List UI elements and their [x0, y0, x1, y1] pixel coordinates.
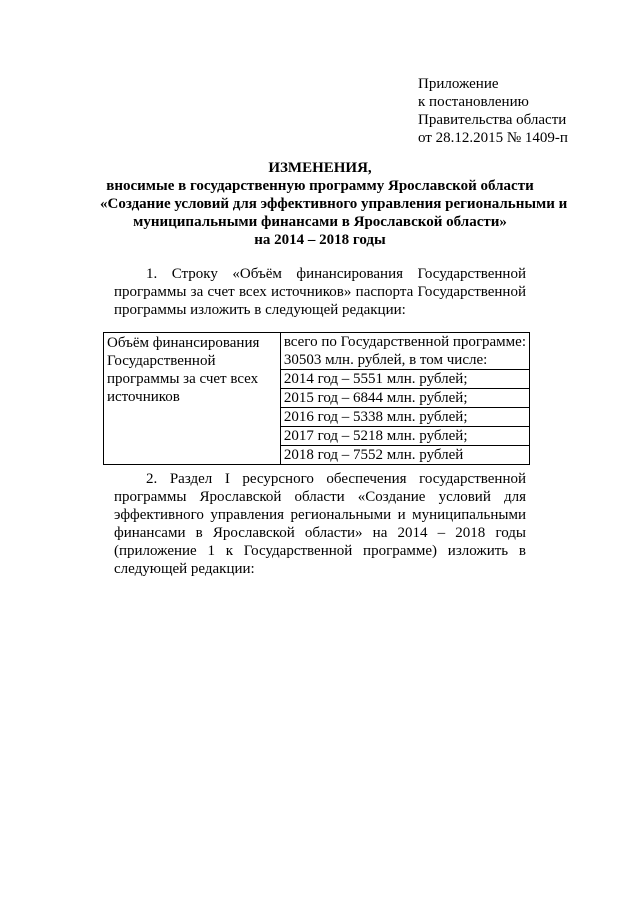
title-line: «Создание условий для эффективного управления региональными и — [100, 196, 568, 212]
financing-line: всего по Государственной программе: — [283, 334, 526, 350]
financing-values-cell — [280, 333, 529, 465]
title-line: ИЗМЕНЕНИЯ, — [268, 160, 372, 176]
title-line: на 2014 – 2018 годы — [254, 232, 386, 248]
title-line: муниципальными финансами в Ярославской области» — [133, 214, 507, 230]
table-row — [104, 333, 530, 465]
financing-table — [103, 332, 530, 465]
paragraph-1: 1. Строку «Объём финансирования Государственной программы за счет всех источников» паспорта Государственной программы изложить в следующей редакции: — [114, 266, 526, 318]
appendix-note — [418, 75, 618, 147]
paragraph-2: 2. Раздел I ресурсного обеспечения государственной программы Ярославской области «Создание условий для эффективного управления региональными и муниципальными финансами в Ярославской области» на 2014 – 2018 годы (приложение 1 к Государственной программе) изложить в следующей редакции: — [114, 471, 526, 577]
appendix-line: от 28.12.2015 № 1409-п — [418, 130, 568, 146]
financing-line: 30503 млн. рублей, в том числе: — [283, 352, 488, 368]
financing-line: 2017 год – 5218 млн. рублей; — [281, 426, 529, 445]
document-title — [100, 159, 568, 249]
financing-label-cell: Объём финансирования Государственной программы за счет всех источников — [104, 333, 281, 465]
appendix-line: к постановлению — [418, 94, 529, 110]
financing-line: 2016 год – 5338 млн. рублей; — [281, 407, 529, 426]
appendix-line: Правительства области — [418, 112, 567, 128]
financing-line: 2018 год – 7552 млн. рублей — [281, 445, 529, 464]
title-line: вносимые в государственную программу Ярославской области — [106, 178, 534, 194]
appendix-line: Приложение — [418, 76, 499, 92]
financing-line: 2014 год – 5551 млн. рублей; — [281, 369, 529, 388]
financing-line: 2015 год – 6844 млн. рублей; — [281, 388, 529, 407]
